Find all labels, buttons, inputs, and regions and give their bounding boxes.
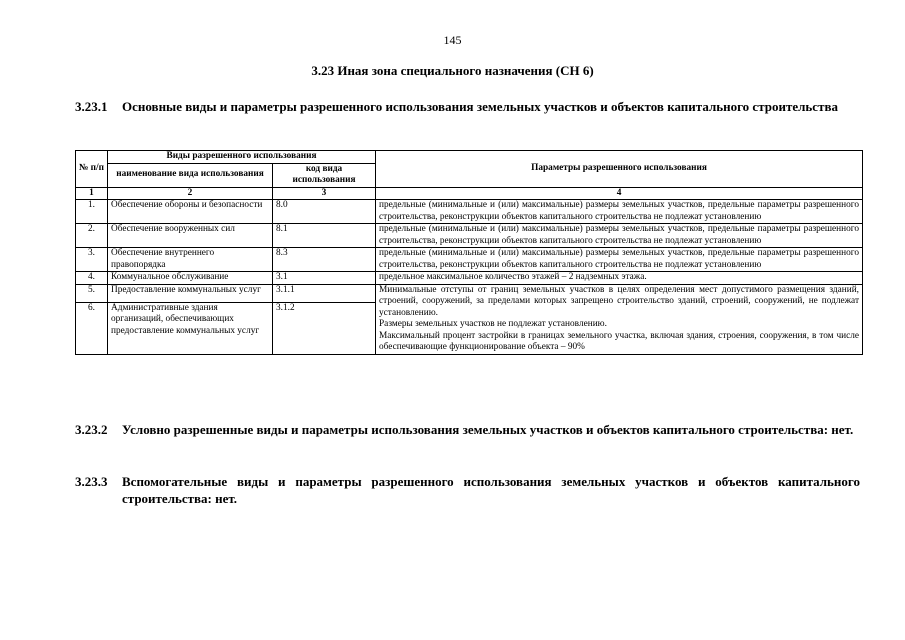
- header-code: код вида использования: [273, 163, 376, 187]
- row-use-code: 3.1.2: [273, 302, 376, 354]
- subsection-number: 3.23.3: [75, 474, 108, 489]
- row-use-code: 3.1: [273, 272, 376, 285]
- header-name: наименование вида использования: [108, 163, 273, 187]
- row-use-code: 8.1: [273, 224, 376, 248]
- row-number: 6.: [76, 302, 108, 354]
- row-use-code: 8.3: [273, 248, 376, 272]
- row-use-code: 3.1.1: [273, 284, 376, 302]
- subsection-heading: Условно разрешенные виды и параметры использования земельных участков и объектов капитального строительства: нет.: [122, 422, 854, 437]
- param-text: Максимальный процент застройки в границах земельного участка, включая здания, строения, сооружения, в том числе обеспечивающие функционирование объекта – 90%: [379, 330, 860, 352]
- subsection-3-23-1: [75, 98, 860, 115]
- row-use-name: Коммунальное обслуживание: [108, 272, 273, 285]
- row-number: 3.: [76, 248, 108, 272]
- row-params: [376, 248, 863, 272]
- table-row: [76, 272, 863, 285]
- row-number: 1.: [76, 200, 108, 224]
- subsection-number: 3.23.1: [75, 99, 108, 114]
- param-text: предельные (минимальные и (или) максимальные) размеры земельных участков, предельные параметры разрешенного строительства, реконструкции объектов капитального строительства не подлежат установлению: [379, 200, 860, 222]
- land-use-table: [75, 150, 863, 355]
- row-params: [376, 200, 863, 224]
- param-text: предельные (минимальные и (или) максимальные) размеры земельных участков, предельные параметры разрешенного строительства, реконструкции объектов капитального строительства не подлежат установлению: [379, 224, 860, 246]
- subsection-heading: Основные виды и параметры разрешенного использования земельных участков и объектов капитального строительства: [122, 99, 838, 114]
- row-number: 4.: [76, 272, 108, 285]
- row-use-name: Обеспечение обороны и безопасности: [108, 200, 273, 224]
- row-params: [376, 272, 863, 285]
- row-use-code: 8.0: [273, 200, 376, 224]
- table-row: [76, 248, 863, 272]
- param-text: Размеры земельных участков не подлежат установлению.: [379, 319, 607, 329]
- column-number: 3: [273, 187, 376, 200]
- param-text: Минимальные отступы от границ земельных участков в целях определения мест допустимого размещения зданий, строений, сооружений, за пределами которых запрещено строительство зданий, строений, сооружений, не подлежат установлению.: [379, 284, 860, 318]
- param-text: предельное максимальное количество этажей – 2 надземных этажа.: [379, 272, 647, 282]
- row-use-name: Обеспечение вооруженных сил: [108, 224, 273, 248]
- subsection-3-23-2: [75, 421, 860, 438]
- subsection-3-23-3: [75, 473, 860, 507]
- header-kinds: Виды разрешенного использования: [108, 151, 376, 164]
- row-params: [376, 284, 863, 354]
- column-number: 4: [376, 187, 863, 200]
- header-params: Параметры разрешенного использования: [376, 151, 863, 188]
- column-number: 2: [108, 187, 273, 200]
- section-title: 3.23 Иная зона специального назначения (СН 6): [311, 63, 594, 78]
- row-params: [376, 224, 863, 248]
- row-number: 2.: [76, 224, 108, 248]
- row-number: 5.: [76, 284, 108, 302]
- page-number: 145: [443, 33, 462, 47]
- subsection-number: 3.23.2: [75, 422, 108, 437]
- header-num: № п/п: [76, 151, 108, 188]
- subsection-heading: Вспомогательные виды и параметры разрешенного использования земельных участков и объектов капитального строительства: нет.: [122, 474, 860, 506]
- column-number: 1: [76, 187, 108, 200]
- row-use-name: Предоставление коммунальных услуг: [108, 284, 273, 302]
- table-row: [76, 224, 863, 248]
- table-row: [76, 200, 863, 224]
- param-text: предельные (минимальные и (или) максимальные) размеры земельных участков, предельные параметры разрешенного строительства, реконструкции объектов капитального строительства не подлежат установлению: [379, 248, 860, 270]
- row-use-name: Административные здания организаций, обеспечивающих предоставление коммунальных услуг: [108, 302, 273, 354]
- column-numbers-row: [76, 187, 863, 200]
- table-row: [76, 284, 863, 302]
- row-use-name: Обеспечение внутреннего правопорядка: [108, 248, 273, 272]
